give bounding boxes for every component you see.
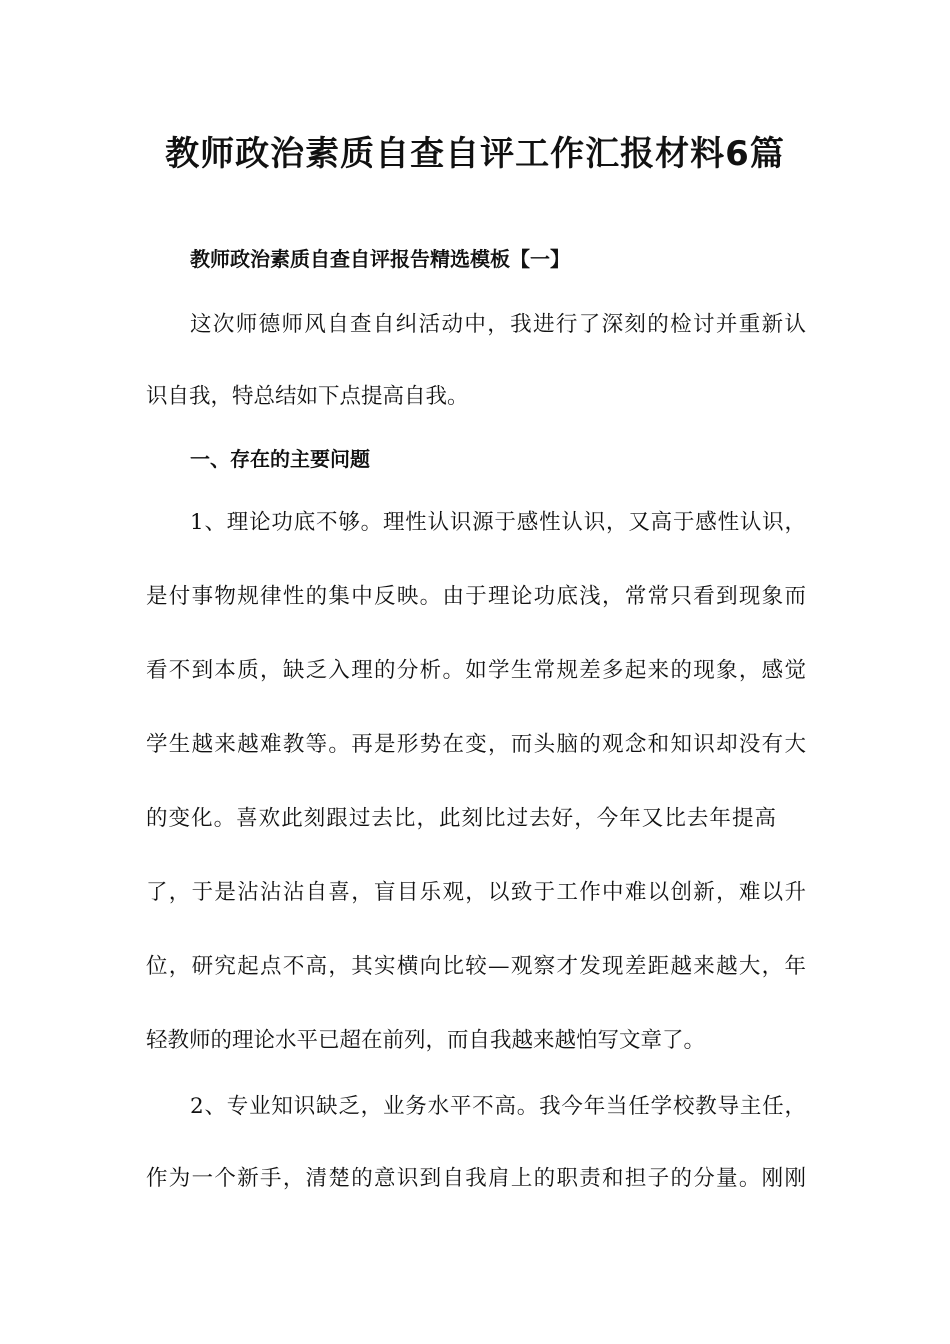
paragraph-line: 2、专业知识缺乏，业务水平不高。我今年当任学校教导主任， (190, 1094, 806, 1119)
paragraph-line: 轻教师的理论水平已超在前列，而自我越来越怕写文章了。 (146, 1028, 706, 1053)
paragraph-line: 这次师德师风自查自纠活动中，我进行了深刻的检讨并重新认 (190, 312, 806, 337)
section-heading: 教师政治素质自查自评报告精选模板【一】 (190, 247, 570, 271)
paragraph-line: 看不到本质，缺乏入理的分析。如学生常规差多起来的现象，感觉 (146, 658, 806, 683)
paragraph-line: 的变化。喜欢此刻跟过去比，此刻比过去好，今年又比去年提高 (146, 806, 776, 831)
document-title: 教师政治素质自查自评工作汇报材料6篇 (165, 134, 785, 174)
paragraph-line: 识自我，特总结如下点提高自我。 (146, 384, 469, 409)
paragraph-line: 1、理论功底不够。理性认识源于感性认识，又高于感性认识， (190, 510, 806, 535)
paragraph-line: 了，于是沾沾沾自喜，盲目乐观，以致于工作中难以创新，难以升 (146, 880, 806, 905)
subheading: 一、存在的主要问题 (190, 447, 370, 471)
paragraph-line: 作为一个新手，清楚的意识到自我肩上的职责和担子的分量。刚刚 (146, 1166, 806, 1191)
paragraph-line: 学生越来越难教等。再是形势在变，而头脑的观念和知识却没有大 (146, 732, 806, 757)
paragraph-line: 是付事物规律性的集中反映。由于理论功底浅，常常只看到现象而 (146, 584, 806, 609)
paragraph-line: 位，研究起点不高，其实横向比较—观察才发现差距越来越大，年 (146, 954, 806, 979)
